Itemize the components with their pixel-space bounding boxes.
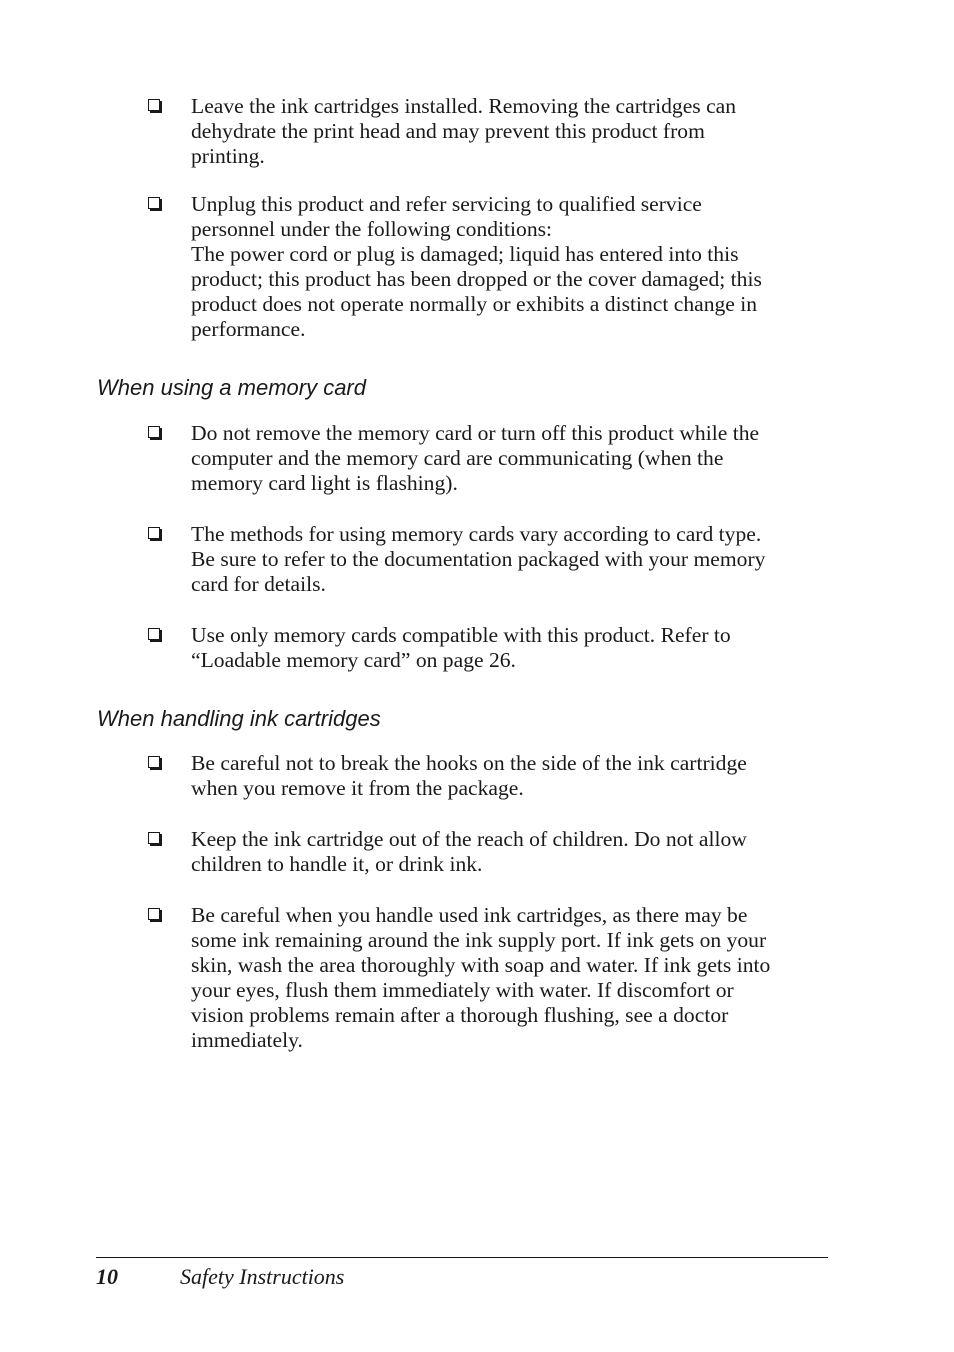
text-line: The power cord or plug is damaged; liquid has entered into this	[191, 242, 739, 266]
bullet-text	[191, 623, 831, 673]
text-line: vision problems remain after a thorough flushing, see a doctor	[191, 1003, 729, 1027]
checkbox-bullet-icon	[148, 426, 160, 438]
text-line: memory card light is flashing).	[191, 471, 458, 495]
text-line: Do not remove the memory card or turn off this product while the	[191, 421, 760, 445]
text-line: Use only memory cards compatible with this product. Refer to	[191, 623, 731, 647]
text-line: product; this product has been dropped or the cover damaged; this	[191, 267, 762, 291]
checkbox-bullet-icon	[148, 197, 160, 209]
text-line: Be sure to refer to the documentation packaged with your memory	[191, 547, 766, 571]
text-line: Keep the ink cartridge out of the reach of children. Do not allow	[191, 827, 747, 851]
text-line: performance.	[191, 317, 306, 341]
text-line: Be careful when you handle used ink cartridges, as there may be	[191, 903, 748, 927]
text-line: personnel under the following conditions:	[191, 217, 553, 241]
bullet-text	[191, 94, 831, 169]
text-line: your eyes, flush them immediately with water. If discomfort or	[191, 978, 734, 1002]
text-line: skin, wash the area thoroughly with soap and water. If ink gets into	[191, 953, 771, 977]
bullet-text	[191, 421, 831, 496]
text-line: printing.	[191, 144, 265, 168]
text-line: some ink remaining around the ink supply port. If ink gets on your	[191, 928, 767, 952]
footer-section-title: Safety Instructions	[180, 1264, 345, 1289]
checkbox-bullet-icon	[148, 99, 160, 111]
text-line: “Loadable memory card” on page 26.	[191, 648, 516, 672]
bullet-text	[191, 903, 831, 1053]
text-line: product does not operate normally or exhibits a distinct change in	[191, 292, 758, 316]
bullet-text	[191, 522, 831, 597]
footer-divider	[96, 1257, 828, 1258]
page-number: 10	[96, 1264, 118, 1289]
section-heading: When handling ink cartridges	[97, 706, 381, 731]
text-line: when you remove it from the package.	[191, 776, 524, 800]
checkbox-bullet-icon	[148, 832, 160, 844]
text-line: immediately.	[191, 1028, 303, 1052]
text-line: children to handle it, or drink ink.	[191, 852, 483, 876]
text-line: Leave the ink cartridges installed. Removing the cartridges can	[191, 94, 737, 118]
text-line: computer and the memory card are communicating (when the	[191, 446, 724, 470]
text-line: dehydrate the print head and may prevent this product from	[191, 119, 705, 143]
text-line: The methods for using memory cards vary according to card type.	[191, 522, 762, 546]
text-line: Unplug this product and refer servicing to qualified service	[191, 192, 702, 216]
text-line: card for details.	[191, 572, 326, 596]
checkbox-bullet-icon	[148, 628, 160, 640]
bullet-text	[191, 827, 831, 877]
checkbox-bullet-icon	[148, 527, 160, 539]
section-heading: When using a memory card	[97, 375, 366, 400]
checkbox-bullet-icon	[148, 908, 160, 920]
bullet-text	[191, 192, 831, 342]
bullet-text	[191, 751, 831, 801]
text-line: Be careful not to break the hooks on the side of the ink cartridge	[191, 751, 747, 775]
checkbox-bullet-icon	[148, 756, 160, 768]
